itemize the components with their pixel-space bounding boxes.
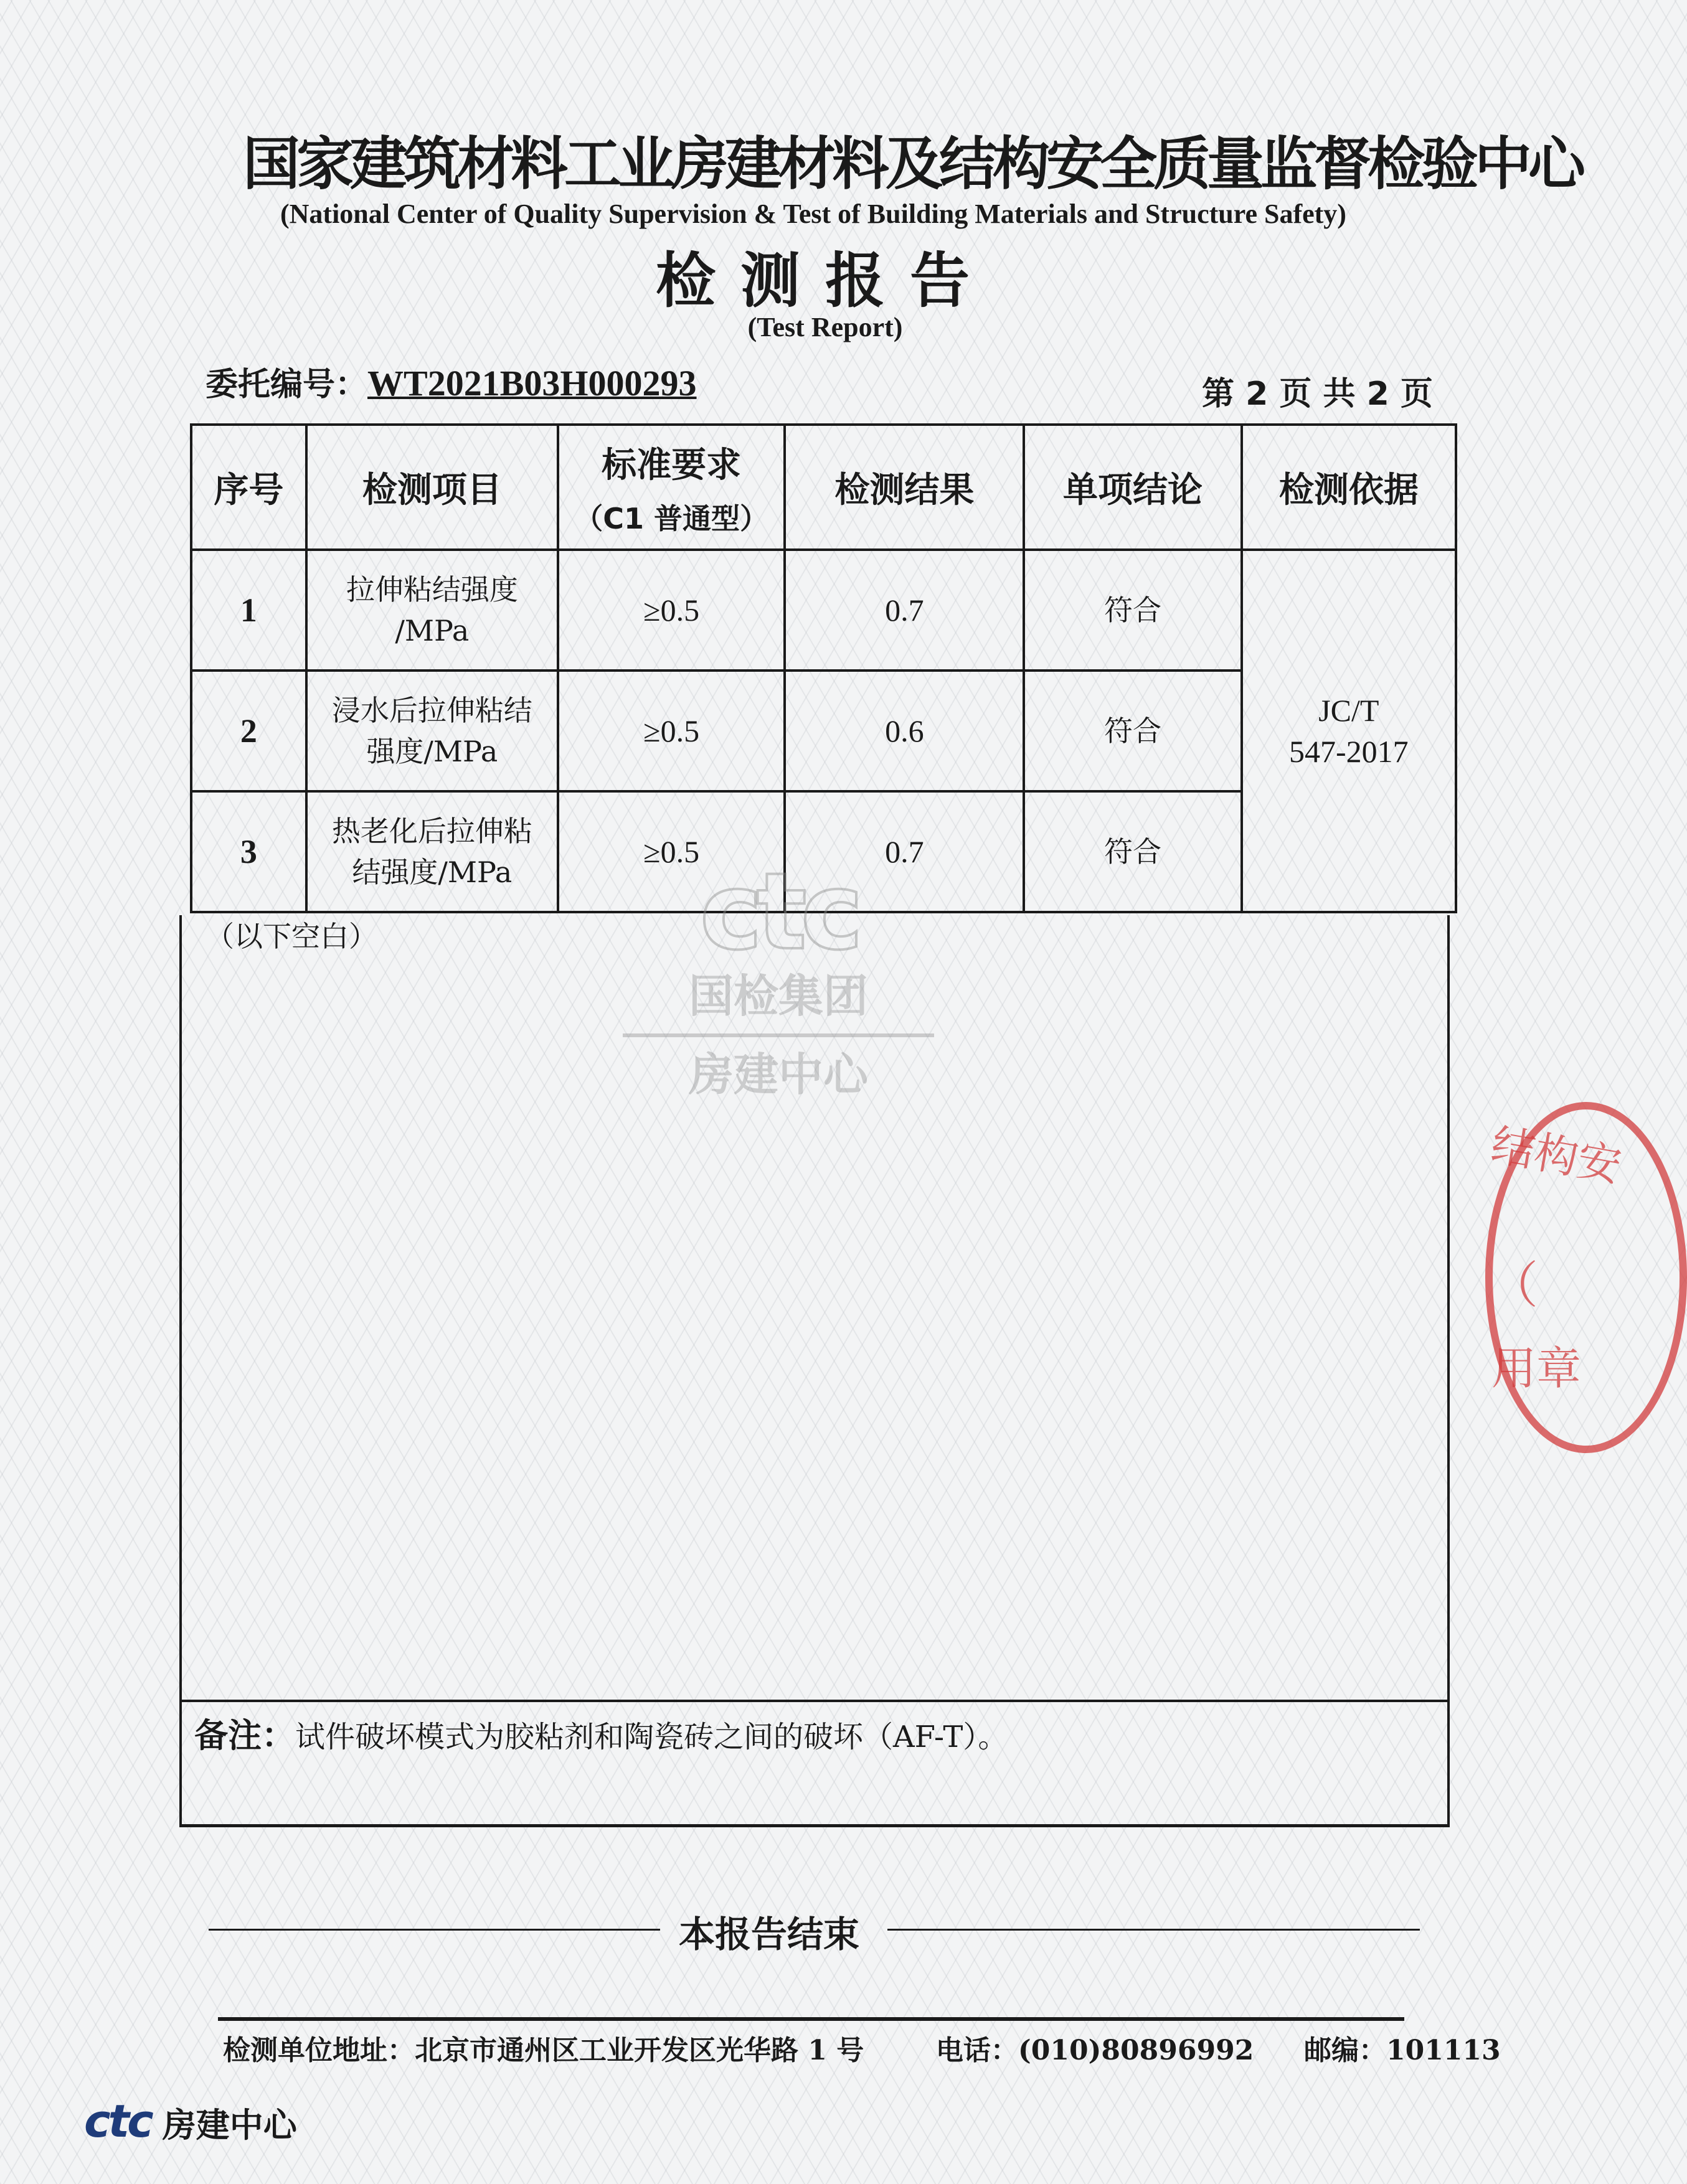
header-seq: 序号 xyxy=(191,425,306,550)
row-item xyxy=(306,791,558,912)
address-divider xyxy=(218,2017,1404,2021)
row-result: 0.7 xyxy=(785,550,1024,671)
seal-text-1: 结构安 xyxy=(1487,1119,1625,1192)
row-item-line2: 结强度/MPa xyxy=(352,855,513,889)
row-standard: ≥0.5 xyxy=(558,671,785,791)
header-item: 检测项目 xyxy=(306,425,558,550)
row-conclusion: 符合 xyxy=(1024,791,1241,912)
report-title-cn: 检测报告 xyxy=(656,246,995,316)
row-item xyxy=(306,671,558,791)
remark-divider xyxy=(179,1700,1447,1702)
seal-text-3: 用章 xyxy=(1491,1342,1582,1395)
header-standard-label: 标准要求 xyxy=(602,445,742,486)
entrust-value: WT2021B03H000293 xyxy=(367,363,697,403)
row-item xyxy=(306,550,558,671)
header-conclusion: 单项结论 xyxy=(1024,425,1241,550)
row-item-line1: 拉伸粘结强度 xyxy=(346,573,518,606)
blank-below-note: （以下空白） xyxy=(206,920,377,953)
page-info: 第 2 页 共 2 页 xyxy=(1202,375,1433,413)
footer-address: 检测单位地址：北京市通州区工业开发区光华路 1 号 xyxy=(223,2035,864,2066)
row-standard: ≥0.5 xyxy=(558,550,785,671)
basis-line2: 547-2017 xyxy=(1288,734,1409,769)
basis-line1: JC/T xyxy=(1318,693,1379,728)
footer-logo xyxy=(84,2095,297,2147)
end-divider-right xyxy=(887,1929,1420,1931)
row-seq: 1 xyxy=(191,550,306,671)
table-header-row xyxy=(191,425,1456,550)
header-result: 检测结果 xyxy=(785,425,1024,550)
row-item-line2: /MPa xyxy=(395,614,470,647)
row-basis xyxy=(1242,550,1456,912)
watermark-divider xyxy=(623,1033,934,1037)
report-title-en: (Test Report) xyxy=(747,312,903,342)
row-item-line1: 热老化后拉伸粘 xyxy=(331,814,532,848)
footer-contact xyxy=(223,2028,1501,2068)
row-conclusion: 符合 xyxy=(1024,550,1241,671)
watermark-line2: 房建中心 xyxy=(688,1048,868,1101)
table-row xyxy=(191,550,1456,671)
footer-logo-text: 房建中心 xyxy=(162,2106,297,2145)
center-title-en: (National Center of Quality Supervision & Test of Building Materials and Structure Safety) xyxy=(280,199,1346,229)
remark xyxy=(194,1709,1008,1757)
seal-text-2: （ xyxy=(1488,1256,1538,1314)
end-divider-left xyxy=(209,1929,660,1931)
row-result: 0.7 xyxy=(785,791,1024,912)
row-seq: 3 xyxy=(191,791,306,912)
header-basis: 检测依据 xyxy=(1242,425,1456,550)
row-item-line1: 浸水后拉伸粘结 xyxy=(331,694,532,727)
entrust-number xyxy=(206,358,697,405)
report-end-text: 本报告结束 xyxy=(679,1913,860,1956)
footer-phone: 电话：(010)80896992 xyxy=(935,2035,1254,2066)
row-seq: 2 xyxy=(191,671,306,791)
remark-label: 备注： xyxy=(194,1716,295,1755)
center-title-cn: 国家建筑材料工业房建材料及结构安全质量监督检验中心 xyxy=(243,131,1582,197)
results-table xyxy=(190,423,1457,913)
header-standard-sub: （C1 普通型） xyxy=(574,501,769,535)
row-conclusion: 符合 xyxy=(1024,671,1241,791)
header-standard xyxy=(558,425,785,550)
remark-text: 试件破坏模式为胶粘剂和陶瓷砖之间的破坏（AF-T）。 xyxy=(295,1720,1008,1754)
footer-postcode: 邮编：101113 xyxy=(1303,2035,1501,2066)
watermark-line1: 国检集团 xyxy=(688,970,868,1022)
entrust-label: 委托编号： xyxy=(206,366,368,403)
row-result: 0.6 xyxy=(785,671,1024,791)
ctc-logo-icon: ctc xyxy=(84,2095,151,2147)
row-standard: ≥0.5 xyxy=(558,791,785,912)
row-item-line2: 强度/MPa xyxy=(366,735,498,768)
watermark-ctc-logo: ctc xyxy=(699,850,858,974)
